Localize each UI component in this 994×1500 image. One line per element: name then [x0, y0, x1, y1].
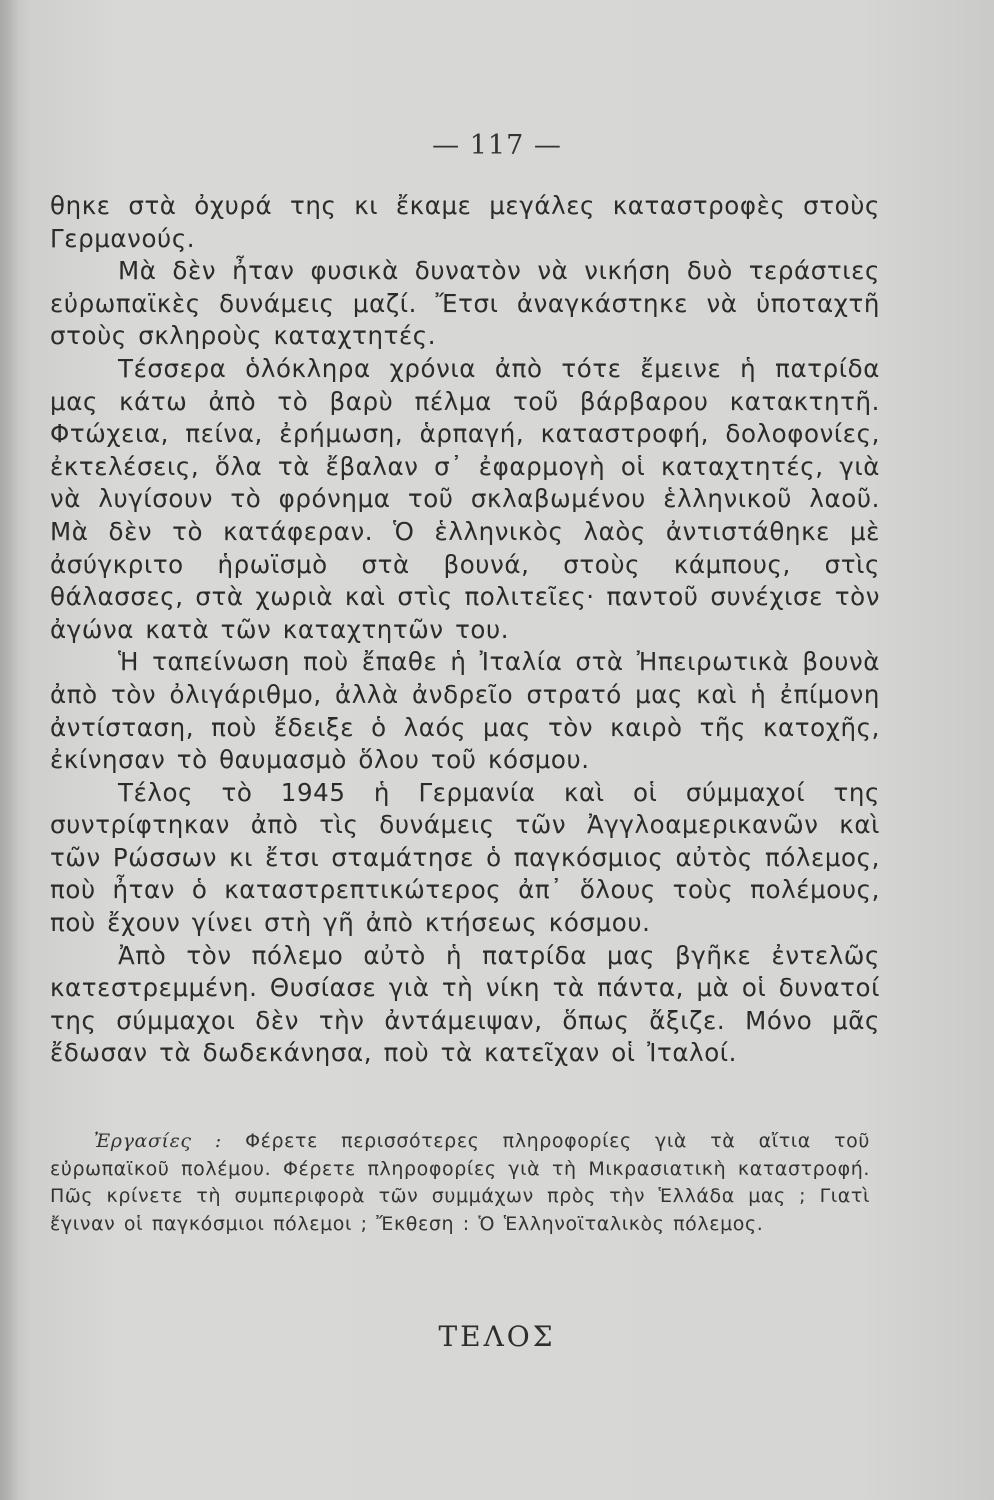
page-number: — 117 —	[432, 130, 562, 161]
paragraph-2: Μὰ δὲν ἦταν φυσικὰ δυνατὸν νὰ νικήση δυὸ τεράστιες εὐρωπαϊκὲς δυνάμεις μαζί. Ἔτσι ἀναγκάστηκε νὰ ὑποταχτῆ στοὺς σκληροὺς καταχτητές.	[50, 256, 880, 351]
paragraph-6: Ἀπὸ τὸν πόλεμο αὐτὸ ἡ πατρίδα μας βγῆκε ἐντελῶς κατεστρεμμένη. Θυσίασε γιὰ τὴ νίκη τὰ πάντα, μὰ οἱ δυνατοί της σύμμαχοι δὲν τὴν ἀντάμειψαν, ὅπως ἄξιζε. Μόνο μᾶς ἔδωσαν τὰ δωδεκάνησα, ποὺ τὰ κατεῖχαν οἱ Ἰταλοί.	[50, 940, 880, 1068]
exercises-label: Ἐργασίες :	[94, 1130, 222, 1152]
paragraph-3: Τέσσερα ὁλόκληρα χρόνια ἀπὸ τότε ἔμεινε ἡ πατρίδα μας κάτω ἀπὸ τὸ βαρὺ πέλμα τοῦ βάρβαρου κατακτητῆ. Φτώχεια, πείνα, ἐρήμωση, ἁρπαγή, καταστροφή, δολοφονίες, ἐκτελέσεις, ὅλα τὰ ἔβαλαν σ᾽ ἐφαρμογὴ οἱ καταχτητές, γιὰ νὰ λυγίσουν τὸ φρόνημα τοῦ σκλαβωμένου ἑλληνικοῦ λαοῦ. Μὰ δὲν τὸ κατάφεραν. Ὁ ἑλληνικὸς λαὸς ἀντιστάθηκε μὲ ἀσύγκριτο ἡρωϊσμὸ στὰ βουνά, στοὺς κάμπους, στὶς θάλασσες, στὰ χωριὰ καὶ στὶς πολιτεῖες· παντοῦ συνέχισε τὸν ἀγώνα κατὰ τῶν καταχτητῶν του.	[50, 353, 880, 644]
paragraph-1: θηκε στὰ ὀχυρά της κι ἔκαμε μεγάλες καταστροφὲς στοὺς Γερμανούς.	[50, 191, 880, 253]
body-text	[50, 190, 880, 1070]
end-mark: ΤΕΛΟΣ	[438, 1320, 556, 1353]
exercises-block	[50, 1128, 870, 1238]
paragraph-4: Ἡ ταπείνωση ποὺ ἔπαθε ἡ Ἰταλία στὰ Ἠπειρωτικὰ βουνὰ ἀπὸ τὸν ὀλιγάριθμο, ἀλλὰ ἀνδρεῖο στρατό μας καὶ ἡ ἐπίμονη ἀντίσταση, ποὺ ἔδειξε ὁ λαός μας τὸν καιρὸ τῆς κατοχῆς, ἐκίνησαν τὸ θαυμασμὸ ὅλου τοῦ κόσμου.	[50, 647, 880, 775]
paragraph-5: Τέλος τὸ 1945 ἡ Γερμανία καὶ οἱ σύμμαχοί της συντρίφτηκαν ἀπὸ τὶς δυνάμεις τῶν Ἀγγλοαμερικανῶν καὶ τῶν Ρώσσων κι ἔτσι σταμάτησε ὁ παγκόσμιος αὐτὸς πόλεμος, ποὺ ἦταν ὁ καταστρεπτικώτερος ἀπ᾽ ὅλους τοὺς πολέμους, ποὺ ἔχουν γίνει στὴ γῆ ἀπὸ κτήσεως κόσμου.	[50, 777, 880, 938]
exercises-text: Φέρετε περισσότερες πληροφορίες γιὰ τὰ αἴτια τοῦ εὐρωπαϊκοῦ πολέμου. Φέρετε πληροφορίες γιὰ τὴ Μικρασιατικὴ καταστροφή. Πῶς κρίνετε τὴ συμπεριφορὰ τῶν συμμάχων πρὸς τὴν Ἑλλάδα μας ; Γιατὶ ἔγιναν οἱ παγκόσμιοι πόλεμοι ; Ἔκθεση : Ὁ Ἑλληνοϊταλικὸς πόλεμος.	[50, 1130, 871, 1235]
page-edge-shadow	[0, 0, 18, 1500]
